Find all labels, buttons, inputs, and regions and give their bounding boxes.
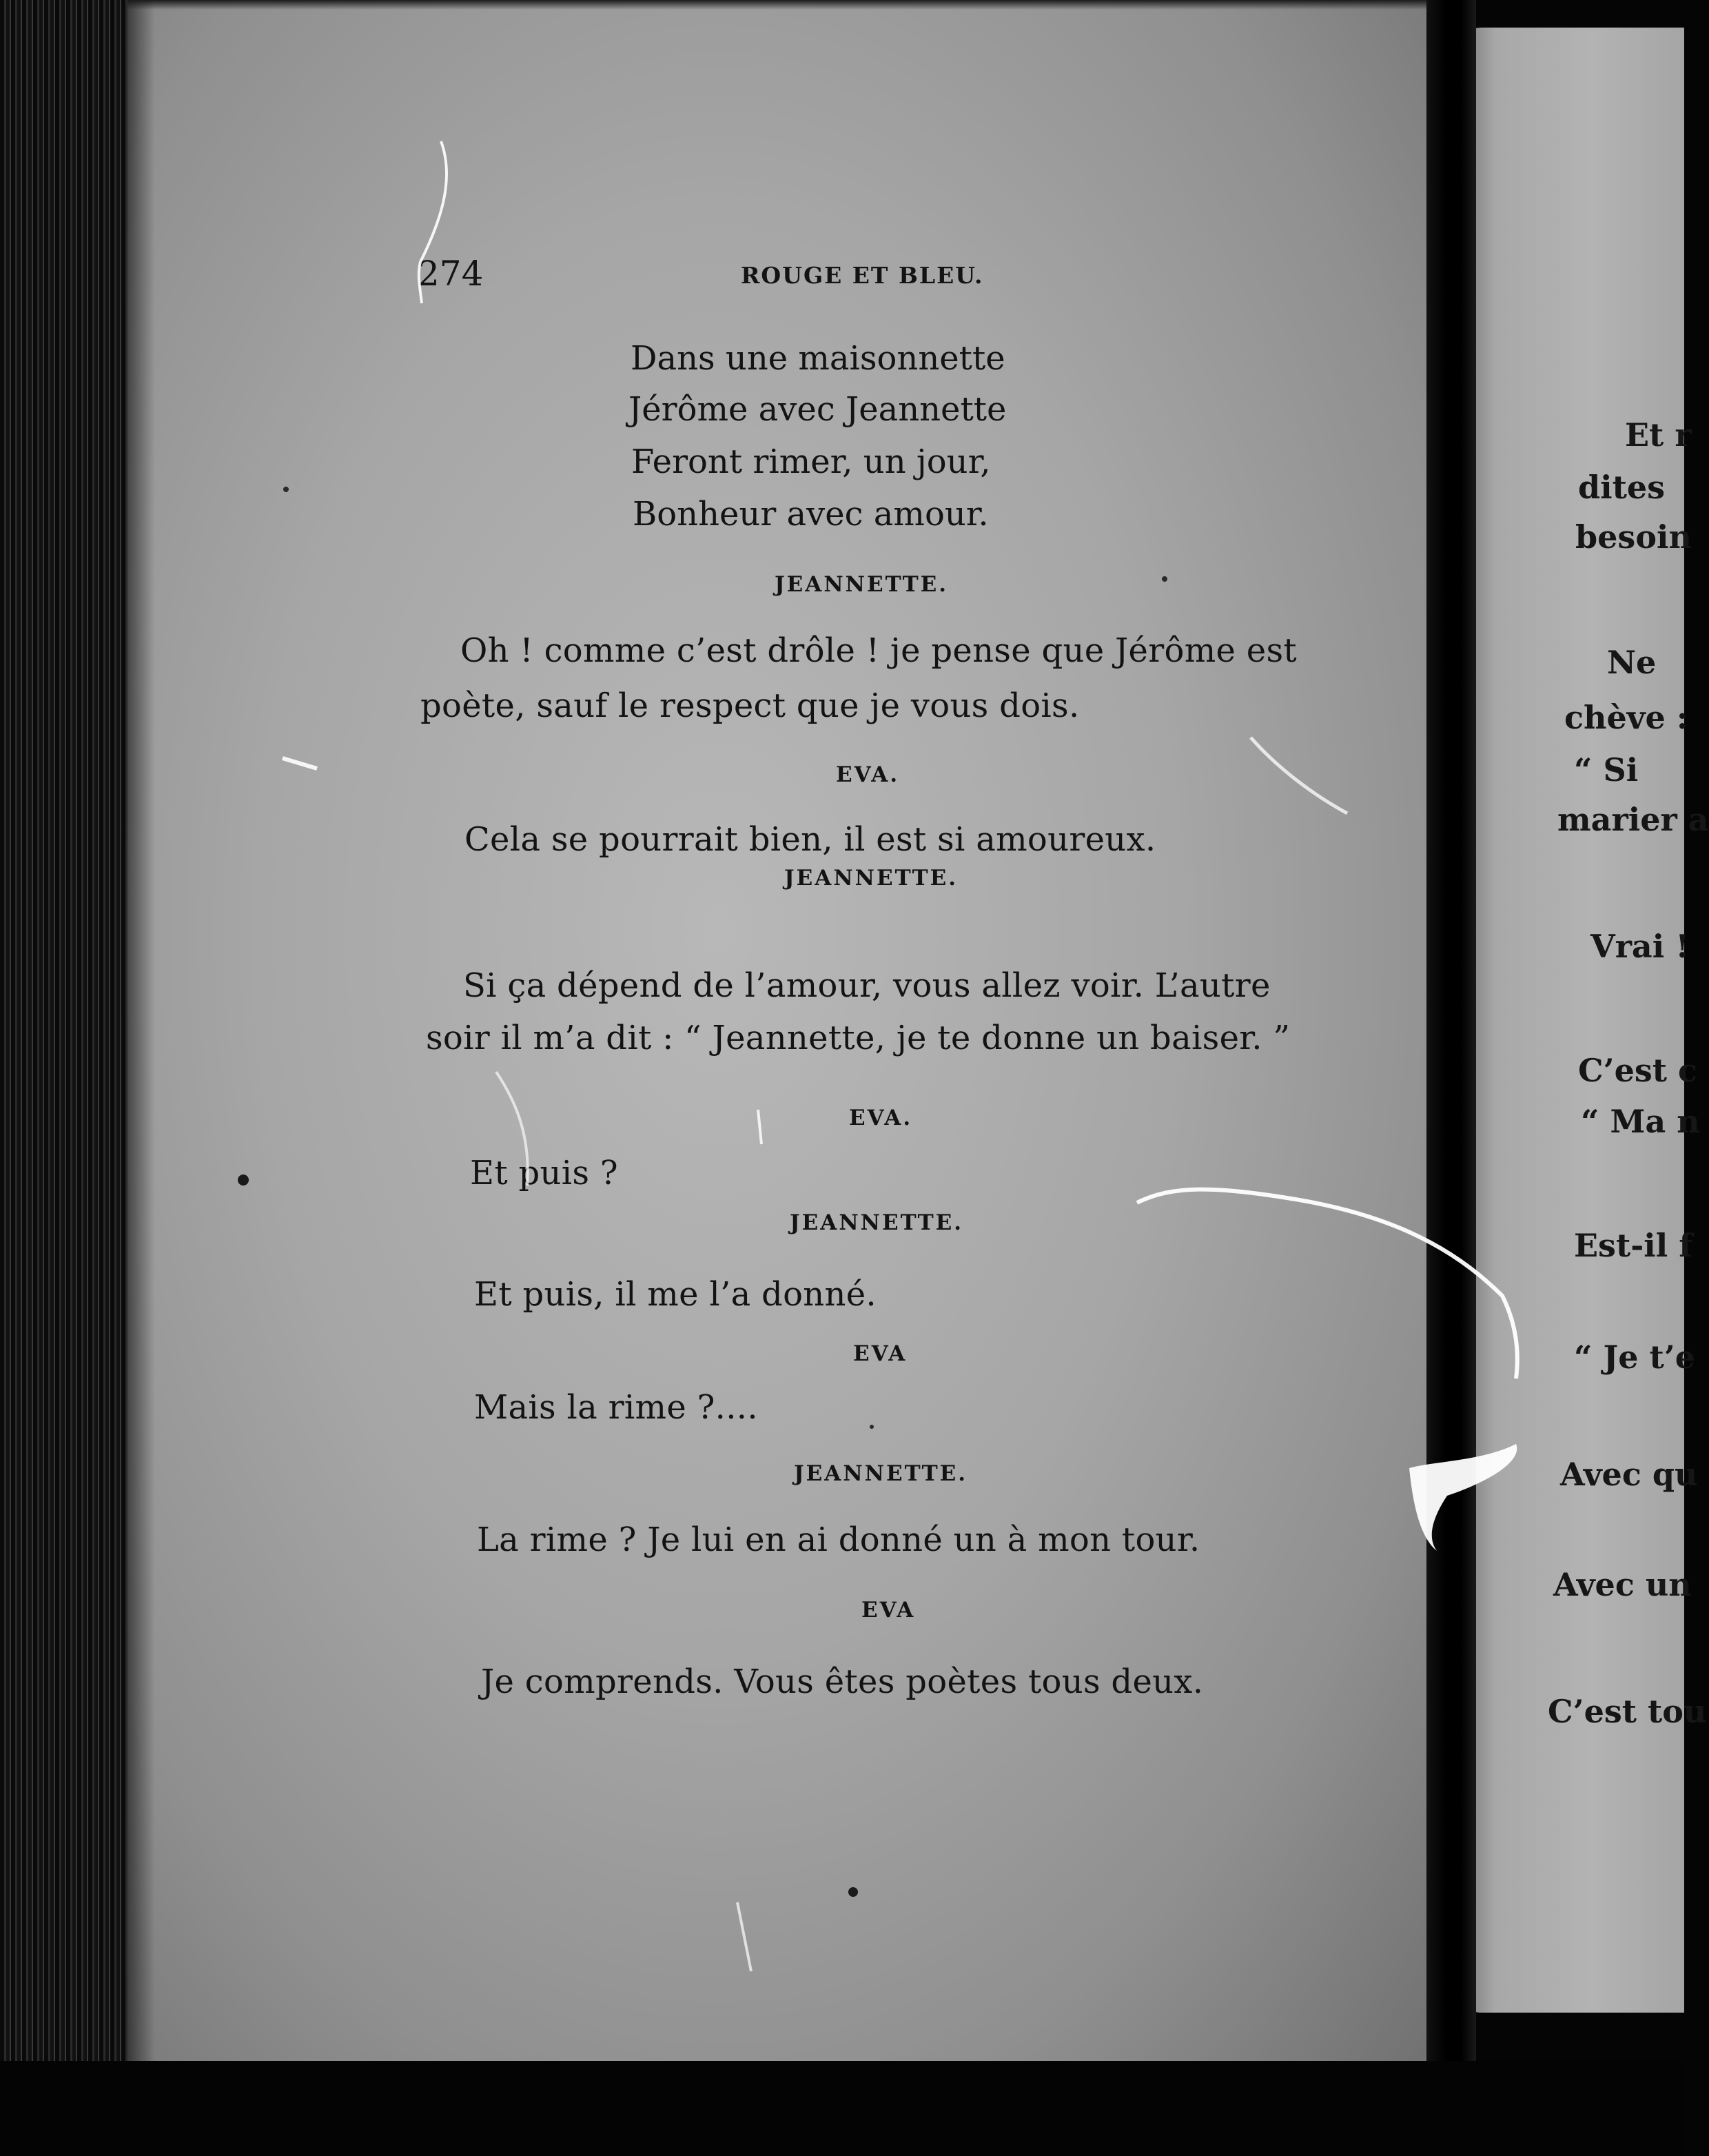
facing-fragment: Ne bbox=[1607, 644, 1657, 681]
verse-line: Dans une maisonnette bbox=[631, 339, 1005, 378]
speaker-name: EVA. bbox=[849, 1106, 913, 1130]
facing-fragment: “ Si bbox=[1574, 751, 1639, 789]
speaker-name: JEANNETTE. bbox=[794, 1461, 968, 1486]
dialogue-line: poète, sauf le respect que je vous dois. bbox=[420, 687, 1080, 725]
facing-fragment: dites bbox=[1578, 469, 1666, 506]
page-edge-shadow bbox=[127, 0, 155, 2068]
speaker-name: EVA bbox=[853, 1341, 908, 1366]
verse-line: Bonheur avec amour. bbox=[633, 495, 989, 533]
dialogue-line: Je comprends. Vous êtes poètes tous deux. bbox=[481, 1662, 1204, 1701]
facing-page-text bbox=[1537, 0, 1709, 2156]
facing-fragment: marier a bbox=[1557, 801, 1709, 838]
scan-bottom-border bbox=[0, 2061, 1684, 2156]
facing-fragment: Vrai ! bbox=[1590, 928, 1690, 965]
verse-line: Feront rimer, un jour, bbox=[631, 443, 991, 481]
verse-line: Jérôme avec Jeannette bbox=[628, 390, 1007, 429]
speaker-name: EVA bbox=[861, 1598, 916, 1623]
facing-fragment: “ Je t’e bbox=[1574, 1339, 1696, 1376]
facing-fragment: Avec qu bbox=[1560, 1456, 1698, 1493]
speaker-name: EVA. bbox=[836, 762, 900, 787]
speaker-name: JEANNETTE. bbox=[784, 866, 959, 891]
dialogue-line: Si ça dépend de l’amour, vous allez voir. L’autre bbox=[463, 966, 1271, 1005]
dialogue-line: soir il m’a dit : “ Jeannette, je te donne un baiser. ” bbox=[426, 1019, 1291, 1057]
facing-fragment: Et r bbox=[1625, 416, 1692, 454]
dialogue-line: Et puis ? bbox=[470, 1154, 618, 1192]
dialogue-line: Cela se pourrait bien, il est si amoureux. bbox=[464, 820, 1156, 859]
facing-fragment: besoin bbox=[1575, 518, 1692, 556]
book-gutter bbox=[1426, 0, 1476, 2156]
facing-fragment: Avec un bbox=[1553, 1566, 1692, 1603]
speaker-name: JEANNETTE. bbox=[775, 572, 949, 597]
book-page-edges bbox=[0, 0, 138, 2156]
running-title: ROUGE ET BLEU. bbox=[741, 262, 984, 289]
dialogue-line: Oh ! comme c’est drôle ! je pense que Jérôme est bbox=[460, 631, 1298, 670]
page-number: 274 bbox=[418, 254, 484, 294]
facing-fragment: “ Ma n bbox=[1581, 1103, 1700, 1140]
dialogue-line: Mais la rime ?.... bbox=[474, 1388, 758, 1427]
facing-fragment: Est-il f bbox=[1574, 1227, 1693, 1264]
dialogue-line: Et puis, il me l’a donné. bbox=[474, 1275, 877, 1314]
speaker-name: JEANNETTE. bbox=[790, 1210, 964, 1235]
facing-fragment: C’est tou bbox=[1548, 1693, 1707, 1730]
facing-fragment: C’est c bbox=[1578, 1052, 1698, 1089]
top-shadow bbox=[127, 0, 1440, 10]
dialogue-line: La rime ? Je lui en ai donné un à mon tour. bbox=[477, 1521, 1200, 1559]
facing-fragment: chève : bbox=[1564, 699, 1688, 736]
